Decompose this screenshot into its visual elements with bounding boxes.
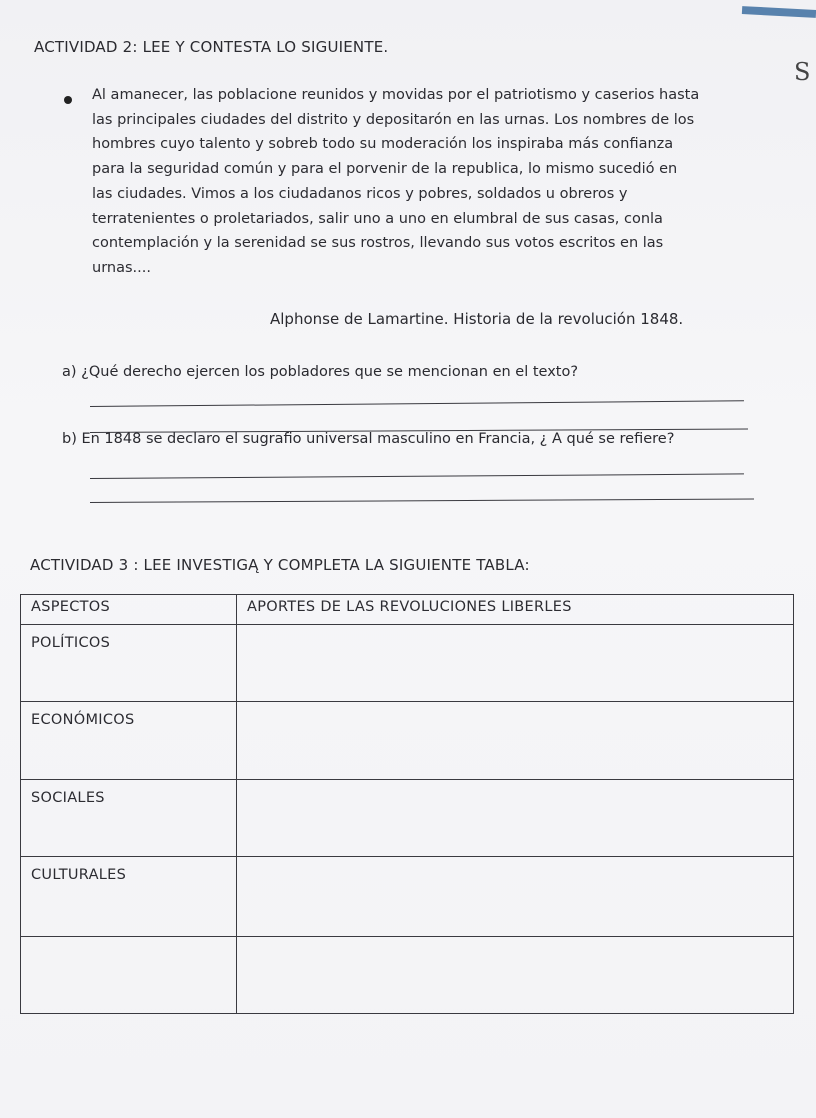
aspect-cell-culturales: CULTURALES <box>21 857 237 936</box>
aspects-table <box>20 594 794 1014</box>
answer-line-b-2[interactable] <box>90 499 754 503</box>
answer-cell-empty[interactable] <box>237 936 794 1013</box>
question-a: a) ¿Qué derecho ejercen los pobladores que se mencionan en el texto? <box>62 364 579 380</box>
answer-cell-economicos[interactable] <box>237 702 794 779</box>
table-row <box>21 624 794 701</box>
table-row <box>21 702 794 779</box>
aspect-cell-politicos: POLÍTICOS <box>21 624 237 701</box>
question-b: b) En 1848 se declaro el sugrafio universal masculino en Francia, ¿ A qué se refiere? <box>62 431 675 447</box>
table-row <box>21 936 794 1013</box>
passage-line: para la seguridad común y para el porvenir de la republica, lo mismo sucedió en <box>92 161 678 178</box>
passage-line: las principales ciudades del distrito y depositarón en las urnas. Los nombres de los <box>92 111 695 128</box>
passage-line: urnas.... <box>92 259 151 276</box>
table-row <box>21 779 794 856</box>
activity-3-title: ACTIVIDAD 3 : LEE INVESTIGĄ Y COMPLETA LA SIGUIENTE TABLA: <box>30 556 530 574</box>
passage-citation: Alphonse de Lamartine. Historia de la revolución 1848. <box>270 310 684 328</box>
answer-line-b-1[interactable] <box>90 473 744 479</box>
corner-ink-mark <box>742 6 816 18</box>
revolutions-table <box>20 594 794 1014</box>
passage-line: contemplación y la serenidad se sus rostros, llevando sus votos escritos en las <box>92 235 664 252</box>
header-aportes: APORTES DE LAS REVOLUCIONES LIBERLES <box>237 595 794 625</box>
answer-cell-sociales[interactable] <box>237 779 794 856</box>
answer-cell-politicos[interactable] <box>237 624 794 701</box>
table-row <box>21 857 794 936</box>
margin-handwritten-mark: S <box>794 58 811 86</box>
answer-cell-culturales[interactable] <box>237 857 794 936</box>
passage-line: Al amanecer, las poblacione reunidos y movidas por el patriotismo y caserios hasta <box>92 87 700 103</box>
passage-line: las ciudades. Vimos a los ciudadanos ricos y pobres, soldados u obreros y <box>92 185 628 202</box>
aspect-cell-sociales: SOCIALES <box>21 779 237 856</box>
passage-line: hombres cuyo talento y sobreb todo su moderación los inspiraba más confianza <box>92 136 674 153</box>
reading-passage <box>92 83 742 281</box>
aspect-cell-economicos: ECONÓMICOS <box>21 702 237 779</box>
header-aspectos: ASPECTOS <box>21 595 237 625</box>
aspect-cell-empty <box>21 936 237 1013</box>
passage-line: terratenientes o proletariados, salir uno a uno en elumbral de sus casas, conla <box>92 210 663 227</box>
table-header-row <box>21 595 794 625</box>
answer-line-a-1[interactable] <box>90 400 744 407</box>
activity-2-title: ACTIVIDAD 2: LEE Y CONTESTA LO SIGUIENTE. <box>34 38 389 56</box>
bullet-icon <box>64 96 72 104</box>
